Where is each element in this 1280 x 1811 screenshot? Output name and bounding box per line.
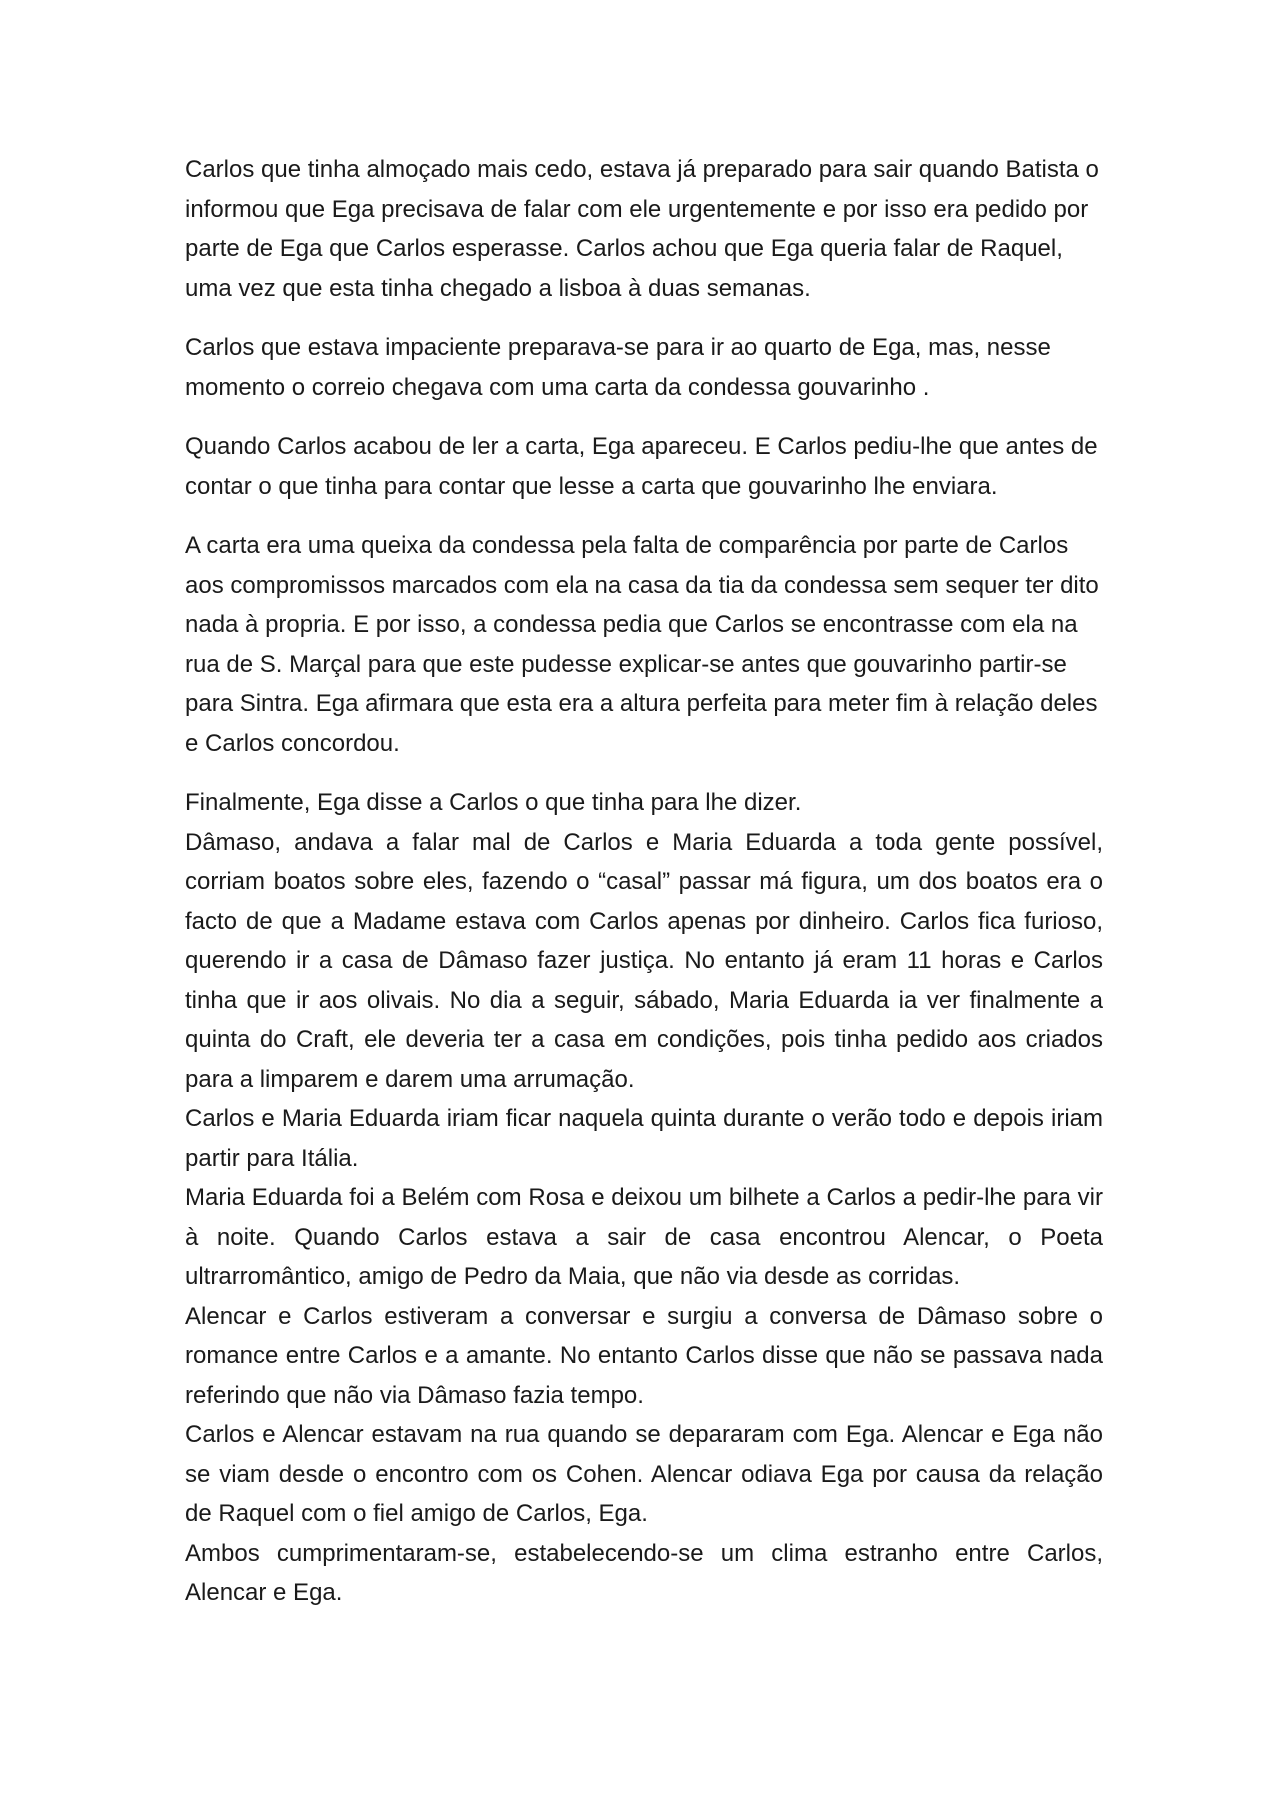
paragraph: Carlos e Maria Eduarda iriam ficar naquela quinta durante o verão todo e depois iriam partir para Itália. <box>185 1105 1103 1172</box>
paragraph: Finalmente, Ega disse a Carlos o que tinha para lhe dizer. <box>185 789 802 816</box>
paragraph: Dâmaso, andava a falar mal de Carlos e Maria Eduarda a toda gente possível, corriam boatos sobre eles, fazendo o “casal” passar má figura, um dos boatos era o facto de que a Madame estava com Carlos apenas por dinheiro. Carlos fica furioso, querendo ir a casa de Dâmaso fazer justiça. No entanto já eram 11 horas e Carlos tinha que ir aos olivais. No dia a seguir, sábado, Maria Eduarda ia ver finalmente a quinta do Craft, ele deveria ter a casa em condições, pois tinha pedido aos criados para a limparem e darem uma arrumação. <box>185 828 1103 1093</box>
paragraph: Alencar e Carlos estiveram a conversar e surgiu a conversa de Dâmaso sobre o romance entre Carlos e a amante. No entanto Carlos disse que não se passava nada referindo que não via Dâmaso fazia tempo. <box>185 1302 1103 1409</box>
paragraph: Carlos que tinha almoçado mais cedo, estava já preparado para sair quando Batista o informou que Ega precisava de falar com ele urgentemente e por isso era pedido por parte de Ega que Carlos esperasse. Carlos achou que Ega queria falar de Raquel, uma vez que esta tinha chegado a lisboa à duas semanas. <box>185 156 1099 302</box>
paragraph: Ambos cumprimentaram-se, estabelecendo-se um clima estranho entre Carlos, Alencar e Ega. <box>185 1539 1103 1606</box>
document-body <box>185 150 1103 1613</box>
paragraph: Maria Eduarda foi a Belém com Rosa e deixou um bilhete a Carlos a pedir-lhe para vir à noite. Quando Carlos estava a sair de casa encontrou Alencar, o Poeta ultrarromântico, amigo de Pedro da Maia, que não via desde as corridas. <box>185 1184 1103 1290</box>
final-section <box>185 783 1103 1613</box>
paragraph: Carlos que estava impaciente preparava-se para ir ao quarto de Ega, mas, nesse momento o correio chegava com uma carta da condessa gouvarinho . <box>185 334 1051 401</box>
paragraph: A carta era uma queixa da condessa pela falta de comparência por parte de Carlos aos compromissos marcados com ela na casa da tia da condessa sem sequer ter dito nada à propria. E por isso, a condessa pedia que Carlos se encontrasse com ela na rua de S. Marçal para que este pudesse explicar-se antes que gouvarinho partir-se para Sintra. Ega afirmara que esta era a altura perfeita para meter fim à relação deles e Carlos concordou. <box>185 532 1099 757</box>
paragraph: Quando Carlos acabou de ler a carta, Ega apareceu. E Carlos pediu-lhe que antes de contar o que tinha para contar que lesse a carta que gouvarinho lhe enviara. <box>185 433 1098 500</box>
paragraph: Carlos e Alencar estavam na rua quando se depararam com Ega. Alencar e Ega não se viam desde o encontro com os Cohen. Alencar odiava Ega por causa da relação de Raquel com o fiel amigo de Carlos, Ega. <box>185 1421 1103 1527</box>
